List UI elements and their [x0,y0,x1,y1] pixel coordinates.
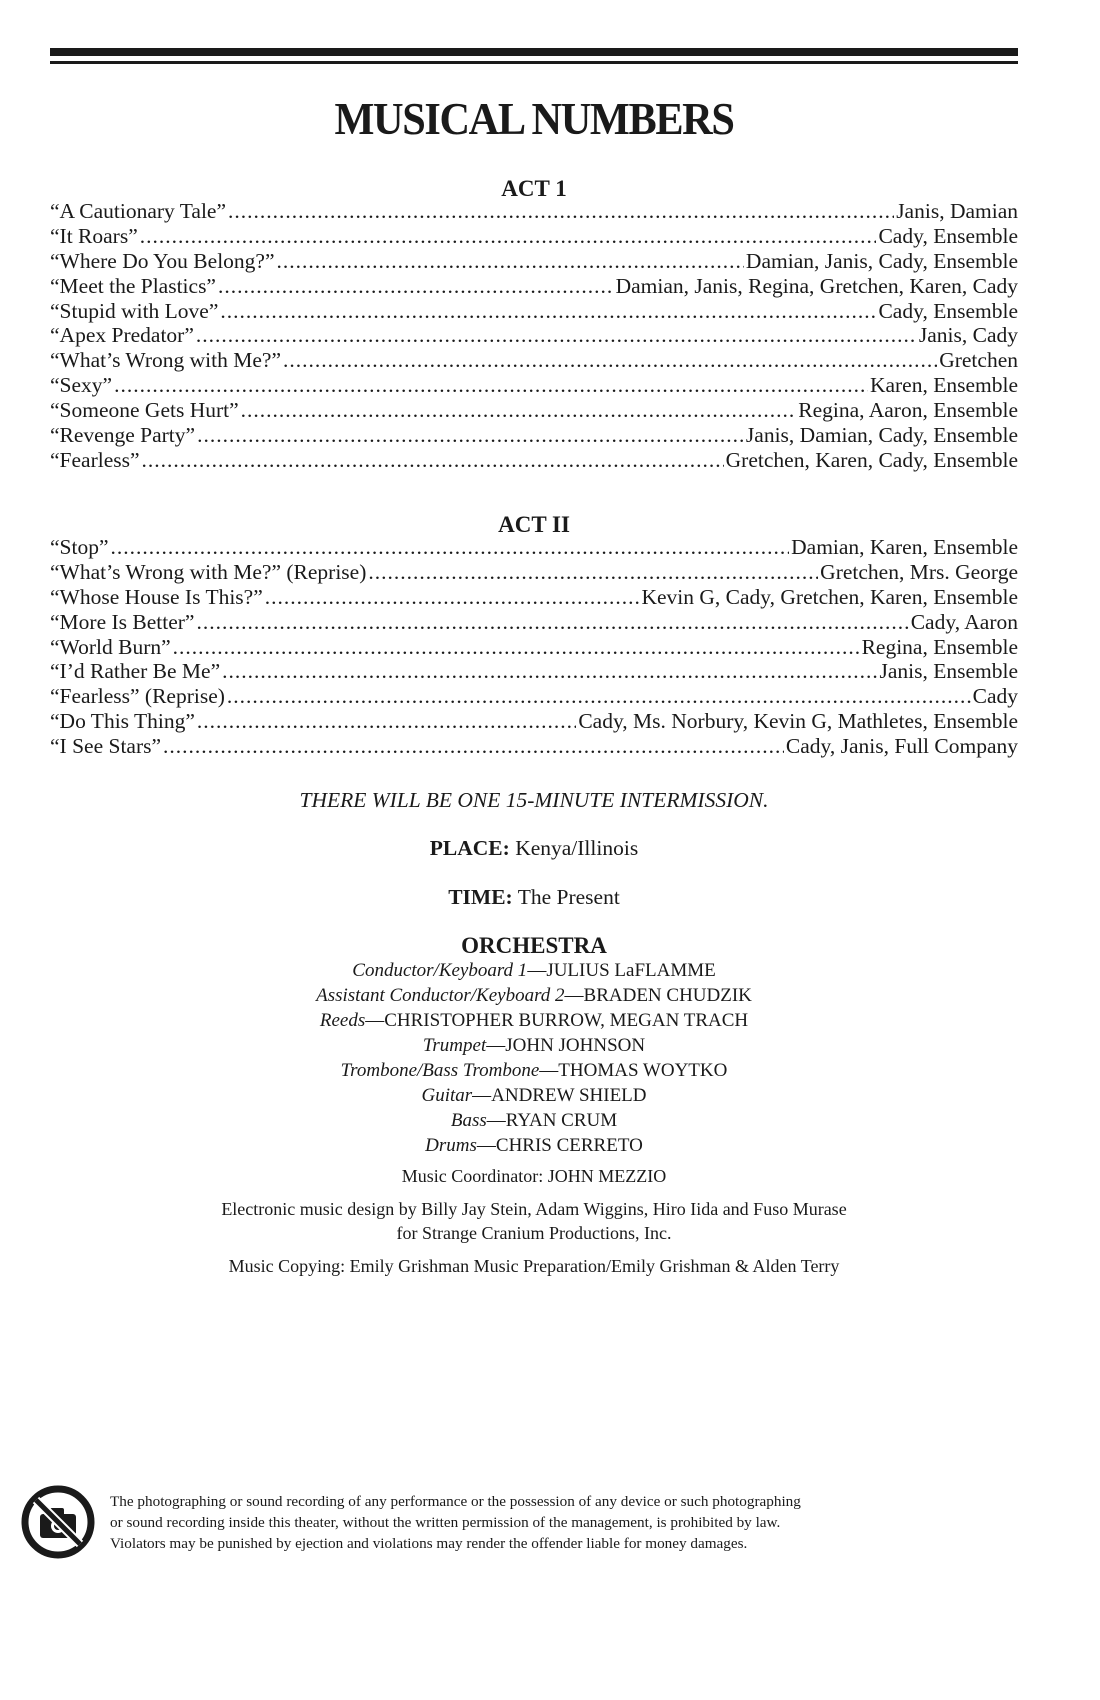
dot-leader [114,373,868,398]
music-coordinator: Music Coordinator: JOHN MEZZIO [401,1166,667,1186]
notice-line: Violators may be punished by ejection and violations may render the offender liable for money damages. [110,1534,748,1552]
song-row [50,734,1018,759]
orchestra-name: —ANDREW SHIELD [472,1085,647,1106]
orchestra-role: Guitar [421,1085,473,1106]
orchestra-role: Trombone/Bass Trombone [340,1060,540,1081]
song-row [50,398,1018,423]
act-1-heading: ACT 1 [501,176,567,201]
act-2-song-list [50,535,1018,759]
song-row [50,348,1018,373]
notice-line: or sound recording inside this theater, without the written permission of the management, is prohibited by law. [110,1513,781,1531]
header-rule-thin [50,61,1018,64]
dot-leader [241,398,797,423]
dot-leader [142,448,724,473]
time-line [50,885,1018,910]
music-copying-credit: Music Copying: Emily Grishman Music Preparation/Emily Grishman & Alden Terry [228,1256,840,1276]
dot-leader [196,323,917,348]
dot-leader [111,535,790,560]
song-performers: Janis, Damian, Cady, Ensemble [745,423,1018,448]
orchestra-role: Bass [450,1110,487,1131]
dot-leader [222,659,877,684]
orchestra-name: —JULIUS LaFLAMME [527,960,716,981]
orchestra-member [50,1133,1018,1158]
orchestra-role: Conductor/Keyboard 1 [352,960,528,981]
orchestra-name: —JOHN JOHNSON [486,1035,646,1056]
song-title: “Fearless” (Reprise) [50,684,225,709]
notice-line: The photographing or sound recording of any performance or the possession of any device or such photographing [110,1492,801,1510]
song-performers: Gretchen, Karen, Cady, Ensemble [725,447,1018,472]
song-performers: Damian, Karen, Ensemble [791,535,1018,559]
song-row [50,709,1018,734]
song-performers: Damian, Janis, Regina, Gretchen, Karen, Cady [615,273,1018,298]
notice-text [110,1491,801,1554]
song-row [50,199,1018,224]
song-row [50,274,1018,299]
place-label: PLACE: [429,836,510,860]
song-title: “Revenge Party” [50,423,196,448]
song-row [50,448,1018,473]
song-row [50,249,1018,274]
song-performers: Cady, Ms. Norbury, Kevin G, Mathletes, Ensemble [578,709,1018,734]
dot-leader [173,635,860,660]
orchestra-name: —CHRISTOPHER BURROW, MEGAN TRACH [365,1010,749,1031]
song-title: “Stupid with Love” [50,298,219,323]
intermission-note: THERE WILL BE ONE 15-MINUTE INTERMISSION. [299,788,769,812]
song-performers: Regina, Aaron, Ensemble [798,398,1018,423]
song-title: “I’d Rather Be Me” [50,659,221,684]
dot-leader [277,249,744,274]
electronic-music-credit-line-2: for Strange Cranium Productions, Inc. [396,1223,672,1243]
song-performers: Cady, Janis, Full Company [785,734,1018,759]
orchestra-role: Drums [425,1135,477,1156]
song-row [50,323,1018,348]
time-value: The Present [517,885,620,909]
orchestra-role: Assistant Conductor/Keyboard 2 [316,985,565,1006]
page-title: MUSICAL NUMBERS [334,93,734,144]
song-performers: Cady, Ensemble [878,298,1018,323]
song-row [50,610,1018,635]
dot-leader [227,684,971,709]
song-performers: Cady, Aaron [910,609,1018,634]
song-title: “Apex Predator” [50,323,194,348]
time-label: TIME: [448,885,513,909]
song-row [50,635,1018,660]
orchestra-member [50,1108,1018,1133]
song-row [50,659,1018,684]
song-row [50,423,1018,448]
dot-leader [196,610,908,635]
song-performers: Janis, Cady [918,323,1018,348]
song-performers: Gretchen [939,348,1018,373]
place-value: Kenya/Illinois [515,836,639,860]
orchestra-name: —THOMAS WOYTKO [539,1060,728,1081]
orchestra-member [50,1083,1018,1108]
orchestra-list [50,958,1018,1158]
song-performers: Gretchen, Mrs. George [820,559,1018,584]
header-rule-thick [50,48,1018,56]
dot-leader [197,709,576,734]
song-performers: Karen, Ensemble [869,373,1018,398]
electronic-music-credit-line-1: Electronic music design by Billy Jay Stein, Adam Wiggins, Hiro Iida and Fuso Murase [221,1199,847,1219]
act-1-song-list [50,199,1018,473]
program-page [50,48,1018,1688]
orchestra-member [50,983,1018,1008]
no-camera-icon [20,1484,96,1560]
dot-leader [218,274,614,299]
song-title: “Whose House Is This?” [50,584,263,609]
orchestra-member [50,1058,1018,1083]
song-performers: Kevin G, Cady, Gretchen, Karen, Ensemble [641,584,1018,609]
song-row [50,560,1018,585]
song-title: “Do This Thing” [50,709,195,734]
orchestra-role: Reeds [319,1010,366,1031]
song-title: “Stop” [50,535,109,559]
orchestra-member [50,958,1018,983]
song-title: “Where Do You Belong?” [50,248,275,273]
song-row [50,535,1018,560]
dot-leader [220,299,876,324]
orchestra-name: —BRADEN CHUDZIK [564,985,752,1006]
song-performers: Janis, Damian [896,199,1018,223]
song-performers: Cady [972,684,1018,709]
song-title: “Someone Gets Hurt” [50,398,239,423]
place-line [50,836,1018,861]
song-title: “Meet the Plastics” [50,273,216,298]
song-title: “I See Stars” [50,734,162,759]
song-performers: Damian, Janis, Cady, Ensemble [745,248,1018,273]
dot-leader [368,560,818,585]
song-title: “Sexy” [50,373,113,398]
song-performers: Regina, Ensemble [861,634,1018,659]
song-row [50,224,1018,249]
dot-leader [140,224,877,249]
orchestra-name: —CHRIS CERRETO [476,1135,643,1156]
song-title: “It Roars” [50,223,138,248]
song-row [50,299,1018,324]
song-performers: Cady, Ensemble [878,223,1018,248]
song-title: “What’s Wrong with Me?” (Reprise) [50,559,367,584]
song-performers: Janis, Ensemble [879,659,1018,684]
song-title: “World Burn” [50,634,171,659]
song-title: “A Cautionary Tale” [50,199,227,223]
orchestra-heading: ORCHESTRA [461,933,607,958]
orchestra-name: —RYAN CRUM [486,1110,618,1131]
song-row [50,585,1018,610]
song-row [50,373,1018,398]
orchestra-member [50,1008,1018,1033]
recording-prohibited-notice [20,1484,968,1560]
song-title: “Fearless” [50,447,140,472]
dot-leader [265,585,640,610]
dot-leader [283,348,937,373]
dot-leader [228,199,894,224]
act-2-heading: ACT II [498,512,570,537]
song-row [50,684,1018,709]
orchestra-role: Trumpet [422,1035,487,1056]
song-title: “More Is Better” [50,609,195,634]
orchestra-member [50,1033,1018,1058]
dot-leader [163,734,784,759]
song-title: “What’s Wrong with Me?” [50,348,281,373]
dot-leader [197,423,744,448]
